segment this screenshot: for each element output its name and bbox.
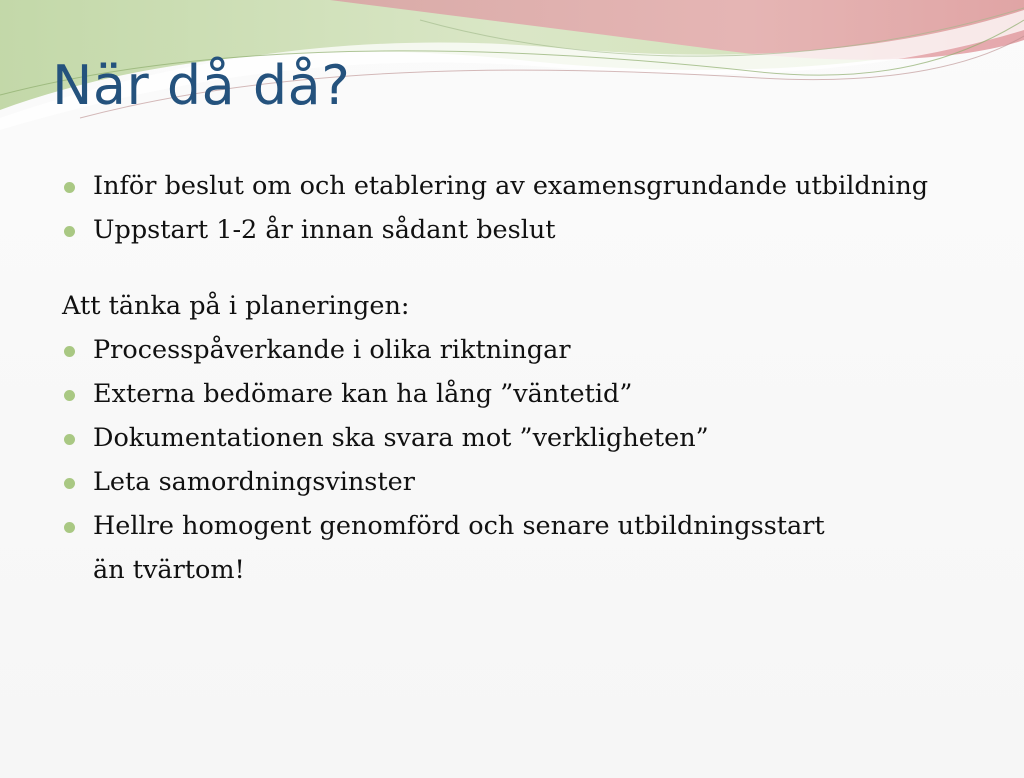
list-item-text: Hellre homogent genomförd och senare utbildningsstart (93, 511, 825, 541)
list-item (62, 334, 962, 367)
list-item-text: Uppstart 1-2 år innan sådant beslut (93, 215, 556, 245)
list-item (62, 170, 962, 203)
list-item (62, 422, 962, 455)
bullet-list-top (62, 170, 962, 247)
bullet-dot-icon (64, 182, 75, 193)
list-item (62, 214, 962, 247)
bullet-list-bottom (62, 334, 962, 587)
bullet-dot-icon (64, 522, 75, 533)
list-item-text: Processpåverkande i olika riktningar (93, 335, 571, 365)
bullet-dot-icon (64, 434, 75, 445)
bullet-dot-icon (64, 226, 75, 237)
list-item (62, 466, 962, 499)
list-item-text: Leta samordningsvinster (93, 467, 415, 497)
slide-title: När då då? (52, 54, 351, 117)
list-item-text: Dokumentationen ska svara mot ”verkligheten” (93, 423, 709, 453)
bullet-dot-icon (64, 478, 75, 489)
slide-body (62, 170, 962, 598)
subheading: Att tänka på i planeringen: (62, 291, 410, 321)
list-item-continuation: än tvärtom! (93, 555, 245, 585)
bullet-dot-icon (64, 390, 75, 401)
list-item-text: Externa bedömare kan ha lång ”väntetid” (93, 379, 633, 409)
list-item (62, 510, 962, 587)
list-item (62, 378, 962, 411)
list-item-text: Inför beslut om och etablering av examensgrundande utbildning (93, 171, 929, 201)
bullet-dot-icon (64, 346, 75, 357)
